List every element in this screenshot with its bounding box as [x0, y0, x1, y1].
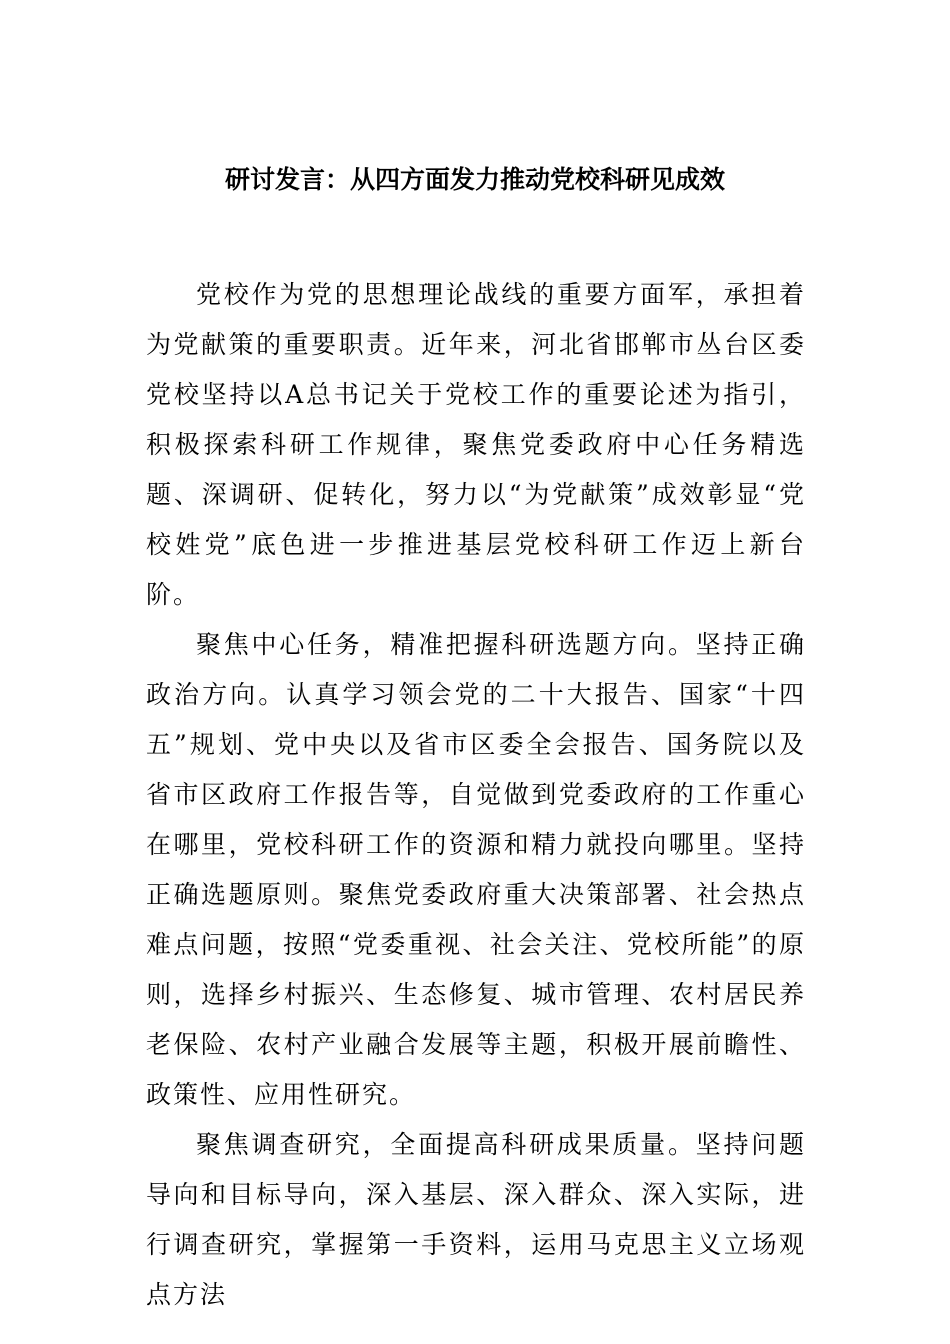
paragraph-topic-selection: 聚焦中心任务，精准把握科研选题方向。坚持正确政治方向。认真学习领会党的二十大报告、国家“十四五”规划、党中央以及省市区委全会报告、国务院以及省市区政府工作报告等，自觉做到党委政府的工作重心在哪里，党校科研工作的资源和精力就投向哪里。坚持正确选题原则。聚焦党委政府重大决策部署、社会热点难点问题，按照“党委重视、社会关注、党校所能”的原则，选择乡村振兴、生态修复、城市管理、农村居民养老保险、农村产业融合发展等主题，积极开展前瞻性、政策性、应用性研究。: [146, 630, 806, 1109]
paragraph-research: 聚焦调查研究，全面提高科研成果质量。坚持问题导向和目标导向，深入基层、深入群众、深入实际，进行调查研究，掌握第一手资料，运用马克思主义立场观点方法: [146, 1130, 806, 1309]
document-title: 研讨发言：从四方面发力推动党校科研见成效: [224, 165, 725, 194]
document-body: [146, 270, 806, 1320]
paragraph-intro: 党校作为党的思想理论战线的重要方面军，承担着为党献策的重要职责。近年来，河北省邯郸市丛台区委党校坚持以A总书记关于党校工作的重要论述为指引，积极探索科研工作规律，聚焦党委政府中心任务精选题、深调研、促转化，努力以“为党献策”成效彰显“党校姓党”底色进一步推进基层党校科研工作迈上新台阶。: [146, 280, 806, 609]
